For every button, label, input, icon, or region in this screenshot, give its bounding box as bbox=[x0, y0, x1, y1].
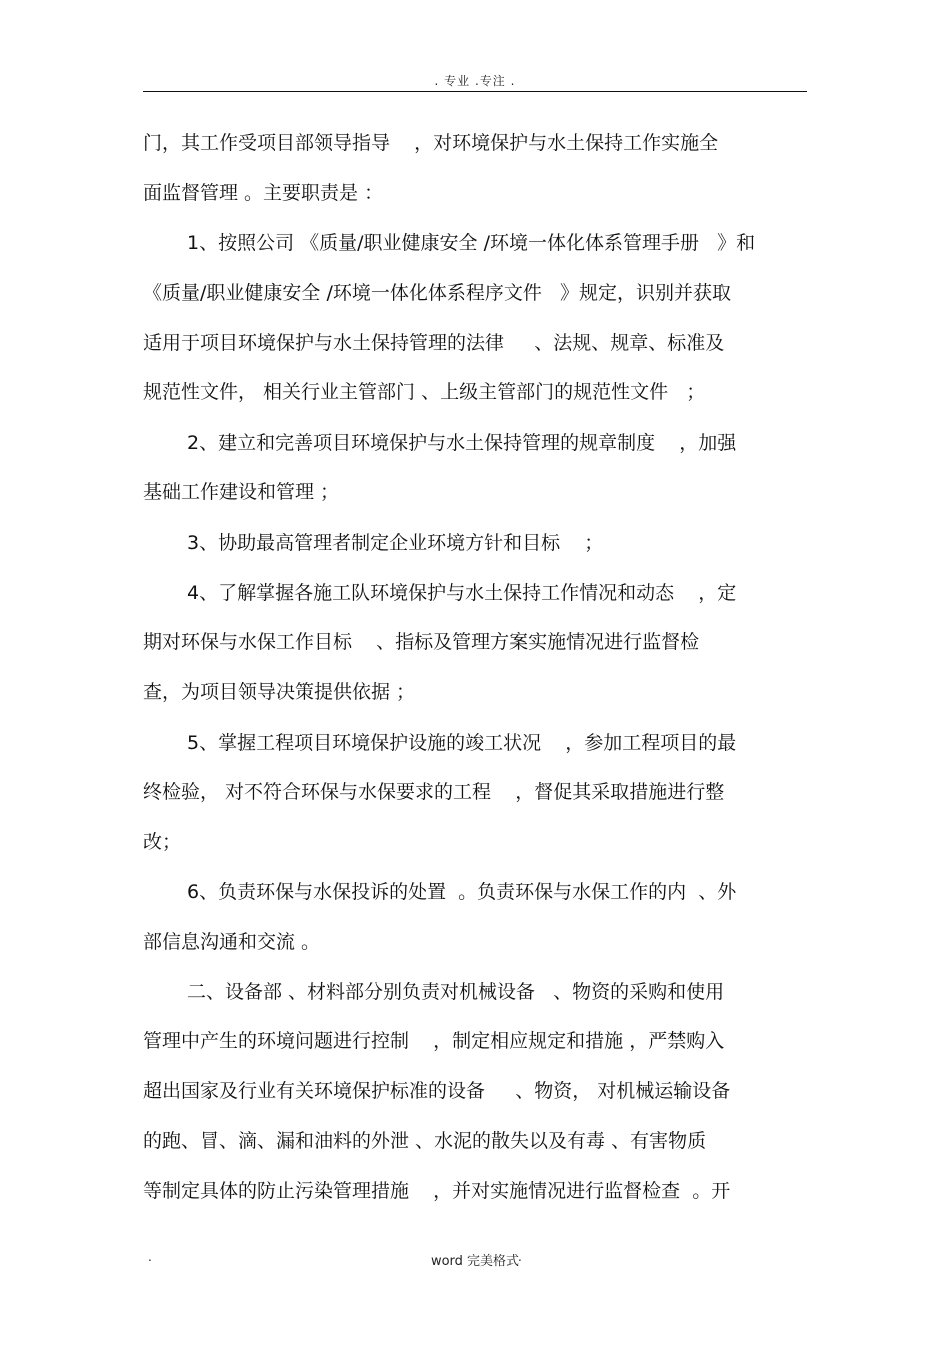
body-line: 查，为项目领导决策提供依据 ； bbox=[143, 681, 416, 703]
body-line: 5、掌握工程项目环境保护设施的竣工状况 ，参加工程项目的最 bbox=[187, 732, 737, 754]
body-line: 二、设备部 、材料部分别负责对机械设备 、物资的采购和使用 bbox=[187, 981, 725, 1003]
body-line: 终检验， 对不符合环保与水保要求的工程 ，督促其采取措施进行整 bbox=[143, 781, 725, 803]
page-header: . 专业 .专注 . bbox=[434, 74, 516, 88]
body-line: 等制定具体的防止污染管理措施 ，并对实施情况进行监督检查 。开 bbox=[143, 1180, 731, 1202]
body-line: 管理中产生的环境问题进行控制 ，制定相应规定和措施 ，严禁购入 bbox=[143, 1030, 725, 1052]
body-line: 4、了解掌握各施工队环境保护与水土保持工作情况和动态 ，定 bbox=[187, 582, 737, 604]
footer-left-dot: . bbox=[148, 1250, 152, 1264]
body-line: 部信息沟通和交流 。 bbox=[143, 931, 321, 953]
body-line: 门，其工作受项目部领导指导 ，对环境保护与水土保持工作实施全 bbox=[143, 132, 719, 154]
body-line: 面监督管理 。主要职责是 ： bbox=[143, 182, 384, 204]
body-line: 的跑、冒、滴、漏和油料的外泄 、水泥的散失以及有毒 、有害物质 bbox=[143, 1130, 707, 1152]
body-line: 规范性文件， 相关行业主管部门 、上级主管部门的规范性文件 ； bbox=[143, 381, 706, 403]
header-rule bbox=[143, 91, 807, 92]
body-line: 1、按照公司 《质量/职业健康安全 /环境一体化体系管理手册 》和 bbox=[187, 232, 756, 254]
body-line: 期对环保与水保工作目标 、指标及管理方案实施情况进行监督检 bbox=[143, 631, 700, 653]
body-line: 3、协助最高管理者制定企业环境方针和目标 ； bbox=[187, 532, 604, 554]
body-line: 2、建立和完善项目环境保护与水土保持管理的规章制度 ，加强 bbox=[187, 432, 737, 454]
body-line: 《质量/职业健康安全 /环境一体化体系程序文件 》规定，识别并获取 bbox=[143, 282, 731, 304]
body-line: 基础工作建设和管理 ； bbox=[143, 481, 340, 503]
body-line: 超出国家及行业有关环境保护标准的设备 、物资， 对机械运输设备 bbox=[143, 1080, 731, 1102]
footer-right-dot: . bbox=[518, 1250, 522, 1264]
footer-text: word 完美格式 bbox=[430, 1254, 520, 1269]
body-line: 改； bbox=[143, 831, 182, 853]
body-line: 6、负责环保与水保投诉的处置 。负责环保与水保工作的内 、外 bbox=[187, 881, 737, 903]
body-line: 适用于项目环境保护与水土保持管理的法律 、法规、规章、标准及 bbox=[143, 332, 725, 354]
